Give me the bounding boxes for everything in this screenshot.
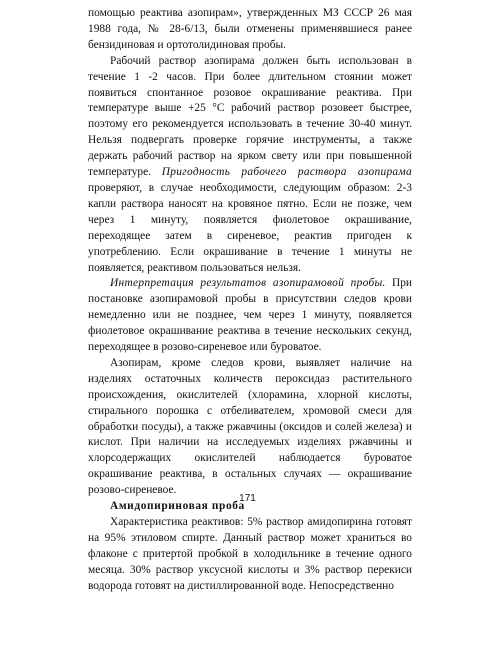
paragraph-4: Азопирам, кроме следов крови, выявляет наличие на изделиях остаточных количеств пероксидаз растительного происхождения, окислителей (хлорамина, хлорной кислоты, стирального порошка с отбеливателем, хромовой смеси для обработки посуды), а также ржавчины (оксидов и солей железа) и кислот. При наличии на исследуемых изделиях ржавчины и хлорсодержащих окислителей наблюдается буроватое окрашивание реактива, в остальных случаях — окрашивание розово-сиреневое.	[88, 356, 412, 497]
text-column	[88, 6, 412, 595]
paragraph-2	[88, 54, 412, 277]
paragraph-2-rest: проверяют, в случае необходимости, следующим образом: 2-3 капли раствора наносят на кровяное пятно. Если не позже, чем через 1 минуту, появляется фиолетовое окрашивание, переходящее затем в сиреневое, реактив пригоден к употреблению. Если окрашивание в течение 1 минуты не появляется, реактивом пользоваться нельзя.	[88, 181, 412, 274]
section-heading: Амидопириновая проба	[110, 500, 245, 513]
page-number: 171	[239, 493, 256, 504]
paragraph-1: помощью реактива азопирам», утвержденных МЗ СССР 26 мая 1988 года, № 28-6/13, были отменены применявшиеся ранее бензидиновая и ортотолидиновая пробы.	[88, 7, 412, 51]
paragraph-3-rest: При постановке азопирамовой пробы в присутствии следов крови немедленно или не позднее, чем через 1 минуту, появляется фиолетовое окрашивание реактива в течение нескольких секунд, переходящее в розово-сиреневое или буроватое.	[88, 277, 412, 354]
paragraph-3-italic: Интерпретация результатов азопирамовой пробы.	[110, 277, 386, 290]
paragraph-3	[88, 276, 412, 356]
paragraph-2-italic: Пригодность рабочего раствора азопирама	[161, 166, 412, 179]
paragraph-5: Характеристика реактивов: 5% раствор амидопирина готовят на 95% этиловом спирте. Данный раствор может храниться во флаконе с притертой пробкой в холодильнике в течение одного месяца. 30% раствор уксусной кислоты и 3% раствор перекиси водорода готовят на дистиллированной воде. Непосредственно	[88, 516, 412, 592]
paragraph-2-text: Рабочий раствор азопирама должен быть использован в течение 1 -2 часов. При более длительном стоянии может появиться спонтанное розовое окрашивание реактива. При температуре выше +25 °С рабочий раствор розовеет быстрее, поэтому его рекомендуется использовать в течение 30-40 минут. Нельзя подвергать проверке горячие инструменты, а также держать рабочий раствор на ярком свету или при повышенной температуре.	[88, 54, 412, 179]
